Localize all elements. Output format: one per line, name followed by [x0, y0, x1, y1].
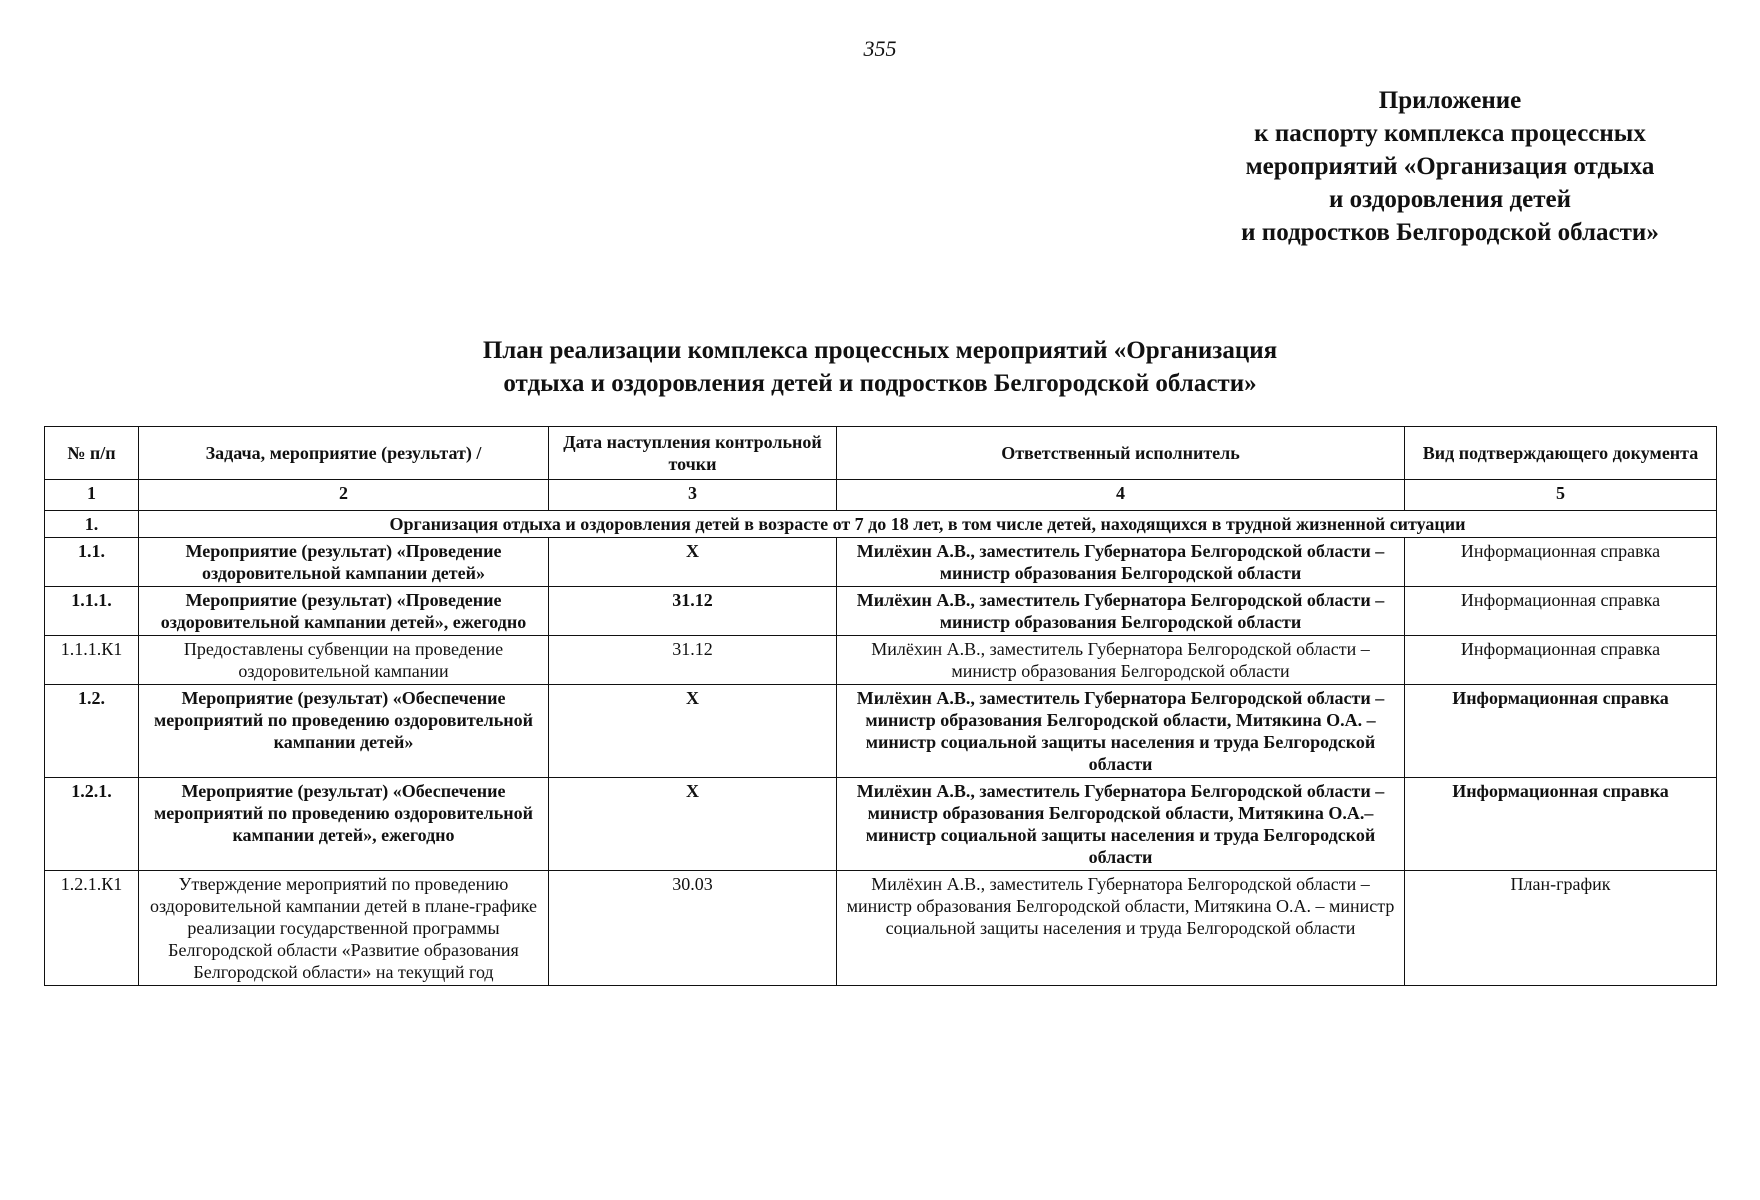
row-task: Мероприятие (результат) «Проведение оздоровительной кампании детей» [139, 538, 549, 587]
row-task: Утверждение мероприятий по проведению оздоровительной кампании детей в плане-графике реализации государственной программы Белгородской области «Развитие образования Белгородской области» на текущий год [139, 871, 549, 986]
column-number: 2 [139, 480, 549, 511]
table-row [45, 685, 1717, 778]
document-title [300, 334, 1460, 400]
header-responsible: Ответственный исполнитель [837, 427, 1405, 480]
header-document: Вид подтверждающего документа [1405, 427, 1717, 480]
appendix-block [1180, 84, 1720, 249]
section-num: 1. [45, 511, 139, 538]
section-text: Организация отдыха и оздоровления детей в возрасте от 7 до 18 лет, в том числе детей, находящихся в трудной жизненной ситуации [139, 511, 1717, 538]
row-task: Мероприятие (результат) «Обеспечение мероприятий по проведению оздоровительной кампании детей» [139, 685, 549, 778]
row-document: Информационная справка [1405, 778, 1717, 871]
row-num: 1.2.1. [45, 778, 139, 871]
row-num: 1.1.1. [45, 587, 139, 636]
section-row [45, 511, 1717, 538]
row-date: Х [549, 685, 837, 778]
column-number: 1 [45, 480, 139, 511]
appendix-line: мероприятий «Организация отдыха [1245, 153, 1655, 180]
row-responsible: Милёхин А.В., заместитель Губернатора Белгородской области – министр образования Белгородской области, Митякина О.А. – министр социальной защиты населения и труда Белгородской области [837, 685, 1405, 778]
row-date: Х [549, 538, 837, 587]
appendix-line: и подростков Белгородской области» [1241, 219, 1659, 246]
header-date: Дата наступления контрольной точки [549, 427, 837, 480]
column-number: 3 [549, 480, 837, 511]
row-task: Мероприятие (результат) «Проведение оздоровительной кампании детей», ежегодно [139, 587, 549, 636]
row-document: Информационная справка [1405, 538, 1717, 587]
row-document: Информационная справка [1405, 685, 1717, 778]
appendix-line: к паспорту комплекса процессных [1254, 120, 1646, 147]
column-number: 5 [1405, 480, 1717, 511]
row-document: План-график [1405, 871, 1717, 986]
row-num: 1.2.1.К1 [45, 871, 139, 986]
row-date: 31.12 [549, 636, 837, 685]
row-task: Предоставлены субвенции на проведение оздоровительной кампании [139, 636, 549, 685]
row-num: 1.2. [45, 685, 139, 778]
row-responsible: Милёхин А.В., заместитель Губернатора Белгородской области – министр образования Белгородской области, Митякина О.А. – министр социальной защиты населения и труда Белгородской области [837, 871, 1405, 986]
row-date: Х [549, 778, 837, 871]
appendix-line: и оздоровления детей [1328, 186, 1572, 213]
page-number: 355 [863, 36, 897, 61]
table-row [45, 636, 1717, 685]
row-num: 1.1.1.К1 [45, 636, 139, 685]
row-responsible: Милёхин А.В., заместитель Губернатора Белгородской области – министр образования Белгородской области [837, 587, 1405, 636]
row-document: Информационная справка [1405, 587, 1717, 636]
row-responsible: Милёхин А.В., заместитель Губернатора Белгородской области – министр образования Белгородской области, Митякина О.А.– министр социальной защиты населения и труда Белгородской области [837, 778, 1405, 871]
row-date: 30.03 [549, 871, 837, 986]
header-num: № п/п [45, 427, 139, 480]
header-task: Задача, мероприятие (результат) / [139, 427, 549, 480]
plan-table [44, 426, 1717, 986]
document-title-line-1: План реализации комплекса процессных мероприятий «Организация [482, 337, 1278, 364]
row-responsible: Милёхин А.В., заместитель Губернатора Белгородской области – министр образования Белгородской области [837, 636, 1405, 685]
table-row [45, 538, 1717, 587]
table-header-row [45, 427, 1717, 480]
row-num: 1.1. [45, 538, 139, 587]
table-row [45, 871, 1717, 986]
row-responsible: Милёхин А.В., заместитель Губернатора Белгородской области – министр образования Белгородской области [837, 538, 1405, 587]
row-date: 31.12 [549, 587, 837, 636]
document-title-line-2: отдыха и оздоровления детей и подростков Белгородской области» [503, 370, 1257, 397]
row-document: Информационная справка [1405, 636, 1717, 685]
column-numbers-row [45, 480, 1717, 511]
table-row [45, 778, 1717, 871]
appendix-line: Приложение [1378, 87, 1522, 114]
row-task: Мероприятие (результат) «Обеспечение мероприятий по проведению оздоровительной кампании детей», ежегодно [139, 778, 549, 871]
column-number: 4 [837, 480, 1405, 511]
table-row [45, 587, 1717, 636]
